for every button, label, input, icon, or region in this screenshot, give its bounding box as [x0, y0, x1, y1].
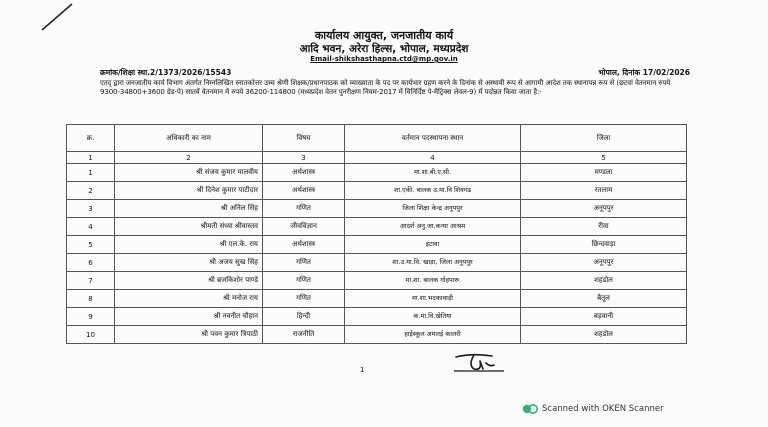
table-row	[67, 326, 687, 344]
cell-serial: 2	[67, 182, 115, 200]
table-row	[67, 218, 687, 236]
cell-subject: जीवविज्ञान	[263, 218, 345, 236]
cell-name: श्री संजय कुमार मालवीय	[115, 164, 263, 182]
promotion-table	[66, 124, 687, 344]
cell-posting: हाईस्कूल अमलई कालरी	[345, 326, 521, 344]
column-index: 2	[115, 152, 263, 164]
cell-district: बैतूल	[521, 290, 687, 308]
table-header-row	[67, 125, 687, 152]
cell-subject: राजनीति	[263, 326, 345, 344]
cell-name: श्री ब्रजकिशोर पाण्डे	[115, 272, 263, 290]
cell-district: शहडोल	[521, 272, 687, 290]
cell-subject: अर्थशास्त्र	[263, 164, 345, 182]
order-paragraph: एतद् द्वारा जनजातीय कार्य विभाग अंतर्गत निम्नलिखित स्नातकोत्तर उच्च श्रेणी शिक्षक/प्रधानपाठक को व्याख्याता के पद पर कार्यभार ग्रहण करने के दिनांक से अस्थायी रूप से आगामी आदेश तक स्थानापन्न रूप से (छटवां वेतनमान रुपये 9300-34800+3600 ग्रेड-पे) सातवें वेतनमान में रुपये 36200-114800 (मध्यप्रदेश वेतन पुनरीक्षण नियम-2017 में विनिर्दिष्ट पे-मैट्रिक्स लेवल-9) में पदोन्नत किया जाता है:-	[100, 79, 671, 96]
cell-posting: इटावा	[345, 236, 521, 254]
cell-posting: शा.उ.मा.वि. खाड़ा, जिला अनूपपुर	[345, 254, 521, 272]
cell-subject: हिन्दी	[263, 308, 345, 326]
cell-serial: 7	[67, 272, 115, 290]
table-row	[67, 182, 687, 200]
cell-serial: 6	[67, 254, 115, 272]
page-number: 1	[360, 366, 365, 374]
cell-name: श्री मनोज राय	[115, 290, 263, 308]
cell-district: मण्डला	[521, 164, 687, 182]
office-title: कार्यालय आयुक्त, जनजातीय कार्य	[314, 29, 454, 42]
cell-subject: गणित	[263, 200, 345, 218]
table-row	[67, 164, 687, 182]
cell-district: बड़वानी	[521, 308, 687, 326]
cell-serial: 8	[67, 290, 115, 308]
cell-posting: मा.शा. बालक गोहपारू	[345, 272, 521, 290]
oken-scanner-logo-icon	[522, 404, 538, 414]
cell-name: श्री पवन कुमार त्रिपाठी	[115, 326, 263, 344]
handwritten-signature	[452, 351, 508, 373]
column-index: 4	[345, 152, 521, 164]
office-email: Email-shikshasthapna.ctd@mp.gov.in	[310, 55, 458, 63]
order-number: क्रमांक/शिक्षा स्था.2/1373/2026/15543	[100, 68, 232, 77]
table-row	[67, 272, 687, 290]
cell-subject: अर्थशास्त्र	[263, 182, 345, 200]
cell-serial: 3	[67, 200, 115, 218]
table-row	[67, 308, 687, 326]
col-header-subject: विषय	[263, 125, 345, 152]
cell-posting: जिला शिक्षा केन्द्र अनूपपुर	[345, 200, 521, 218]
cell-posting: आदर्श अनु.जा.कन्या आश्रम	[345, 218, 521, 236]
cell-posting: मा.शा.भदकावाड़ी	[345, 290, 521, 308]
cell-serial: 9	[67, 308, 115, 326]
cell-subject: अर्थशास्त्र	[263, 236, 345, 254]
cell-name: श्रीमती संध्या श्रीवास्तव	[115, 218, 263, 236]
cell-district: रीवा	[521, 218, 687, 236]
column-index: 3	[263, 152, 345, 164]
cell-serial: 4	[67, 218, 115, 236]
cell-district: शहडोल	[521, 326, 687, 344]
cell-name: श्री अनिल सिंह	[115, 200, 263, 218]
cell-serial: 1	[67, 164, 115, 182]
office-address: आदि भवन, अरेरा हिल्स, भोपाल, मध्यप्रदेश	[299, 43, 469, 55]
col-header-serial: क्र.	[67, 125, 115, 152]
cell-district: छिन्दवाड़ा	[521, 236, 687, 254]
cell-district: अनूपपुर	[521, 254, 687, 272]
cell-name: श्री दिनेश कुमार पाटीदार	[115, 182, 263, 200]
cell-serial: 10	[67, 326, 115, 344]
column-index: 1	[67, 152, 115, 164]
cell-district: रतलाम	[521, 182, 687, 200]
col-header-posting: वर्तमान पदस्थापना स्थान	[345, 125, 521, 152]
col-header-district: जिला	[521, 125, 687, 152]
cell-name: श्री अजय सुख सिंह	[115, 254, 263, 272]
cell-name: श्री नवनीत चौहान	[115, 308, 263, 326]
cell-subject: गणित	[263, 290, 345, 308]
scanner-label: Scanned with OKEN Scanner	[542, 404, 664, 414]
cell-posting: मा.शा.बी.ए.सी.	[345, 164, 521, 182]
scanner-watermark	[522, 404, 664, 414]
cell-name: श्री एल.के. राय	[115, 236, 263, 254]
column-index: 5	[521, 152, 687, 164]
cell-subject: गणित	[263, 254, 345, 272]
cell-subject: गणित	[263, 272, 345, 290]
table-row	[67, 290, 687, 308]
table-row	[67, 200, 687, 218]
cell-posting: शा.एकी. बालक उ.मा.वि शिवगढ	[345, 182, 521, 200]
cell-serial: 5	[67, 236, 115, 254]
column-index-row	[67, 152, 687, 164]
col-header-name: अधिकारी का नाम	[115, 125, 263, 152]
table-row	[67, 254, 687, 272]
order-date: भोपाल, दिनांक 17/02/2026	[598, 68, 690, 77]
cell-posting: क.मा.वि.खेतिया	[345, 308, 521, 326]
cell-district: अनूपपुर	[521, 200, 687, 218]
table-row	[67, 236, 687, 254]
